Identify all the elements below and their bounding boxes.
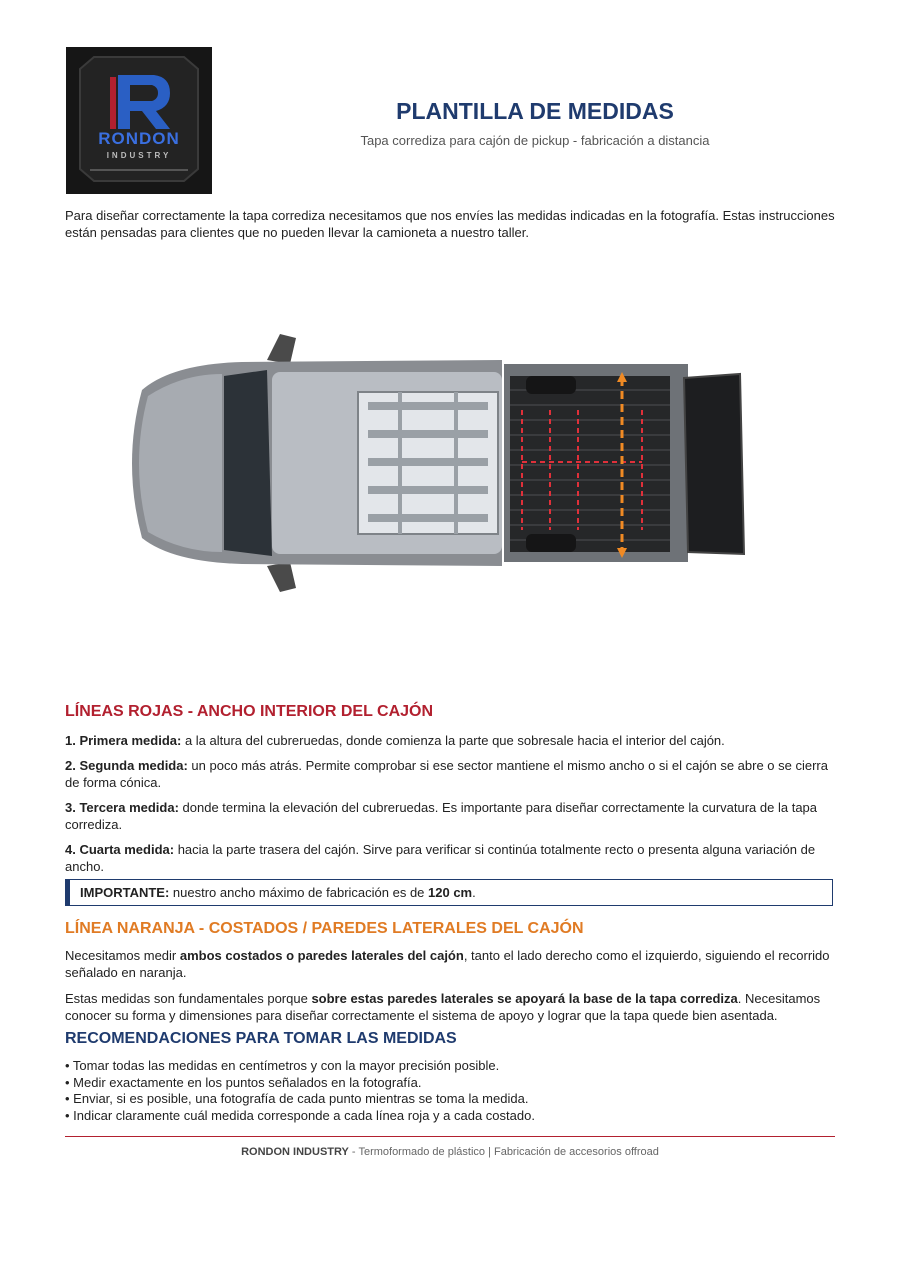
list-item: • Indicar claramente cuál medida corresponde a cada línea roja y a cada costado. [65, 1107, 535, 1123]
orange-paragraph-2: Estas medidas son fundamentales porque sobre estas paredes laterales se apoyará la base de la tapa corrediza. Necesitamos conocer su forma y dimensiones para diseñar correctamente el sistema de apoyo y lograr que la tapa quede bien asentada. [65, 991, 821, 1023]
page-footer [65, 1146, 835, 1158]
list-item: • Enviar, si es posible, una fotografía de cada punto mientras se toma la medida. [65, 1091, 529, 1106]
orange-line-heading: LÍNEA NARANJA - COSTADOS / PAREDES LATERALES DEL CAJÓN [65, 920, 584, 937]
footer-brand: RONDON INDUSTRY [241, 1146, 349, 1158]
tailgate [684, 374, 744, 554]
red-item-2: 2. Segunda medida: un poco más atrás. Permite comprobar si ese sector mantiene el mismo ancho o si el cajón se abre o se cierra de forma cónica. [65, 758, 828, 790]
footer-divider [65, 1136, 835, 1137]
important-note: IMPORTANTE: nuestro ancho máximo de fabricación es de 120 cm. [65, 879, 833, 906]
logo-emblem [66, 47, 212, 194]
list-item: • Tomar todas las medidas en centímetros y con la mayor precisión posible. [65, 1058, 500, 1073]
intro-paragraph: Para diseñar correctamente la tapa corrediza necesitamos que nos envíes las medidas indicadas en la fotografía. Estas instrucciones están pensadas para clientes que no pueden llevar la camioneta a nuestro taller. [65, 208, 835, 240]
page-title: PLANTILLA DE MEDIDAS [396, 98, 674, 124]
roof-rack [358, 392, 498, 534]
logo-tagline: INDUSTRY [106, 151, 172, 160]
recommendations-section [65, 1030, 840, 1124]
recommendations-heading: RECOMENDACIONES PARA TOMAR LAS MEDIDAS [65, 1030, 457, 1047]
right-mirror [267, 562, 296, 592]
pickup-top-view-illustration [112, 330, 752, 598]
left-mirror [267, 334, 296, 364]
company-logo [66, 47, 212, 194]
red-item-1: 1. Primera medida: a la altura del cubreruedas, donde comienza la parte que sobresale hacia el interior del cajón. [65, 733, 725, 748]
red-item-3: 3. Tercera medida: donde termina la elevación del cubreruedas. Es importante para diseñar correctamente la curvatura de la tapa corrediza. [65, 800, 818, 832]
recommendations-list [65, 1058, 840, 1124]
footer-text: - Termoformado de plástico | Fabricación de accesorios offroad [348, 1146, 659, 1158]
logo-name: RONDON [98, 129, 180, 148]
orange-paragraph-1: Necesitamos medir ambos costados o paredes laterales del cajón, tanto el lado derecho como el izquierdo, siguiendo el recorrido señalado en naranja. [65, 948, 830, 980]
red-item-4: 4. Cuarta medida: hacia la parte trasera del cajón. Sirve para verificar si continúa totalmente recto o presenta alguna variación de ancho. [65, 842, 816, 874]
red-lines-heading: LÍNEAS ROJAS - ANCHO INTERIOR DEL CAJÓN [65, 703, 434, 720]
orange-line-section [65, 920, 840, 1024]
list-item: • Medir exactamente en los puntos señalados en la fotografía. [65, 1074, 422, 1090]
page-subtitle: Tapa corrediza para cajón de pickup - fabricación a distancia [360, 133, 710, 148]
red-lines-section [65, 703, 840, 875]
